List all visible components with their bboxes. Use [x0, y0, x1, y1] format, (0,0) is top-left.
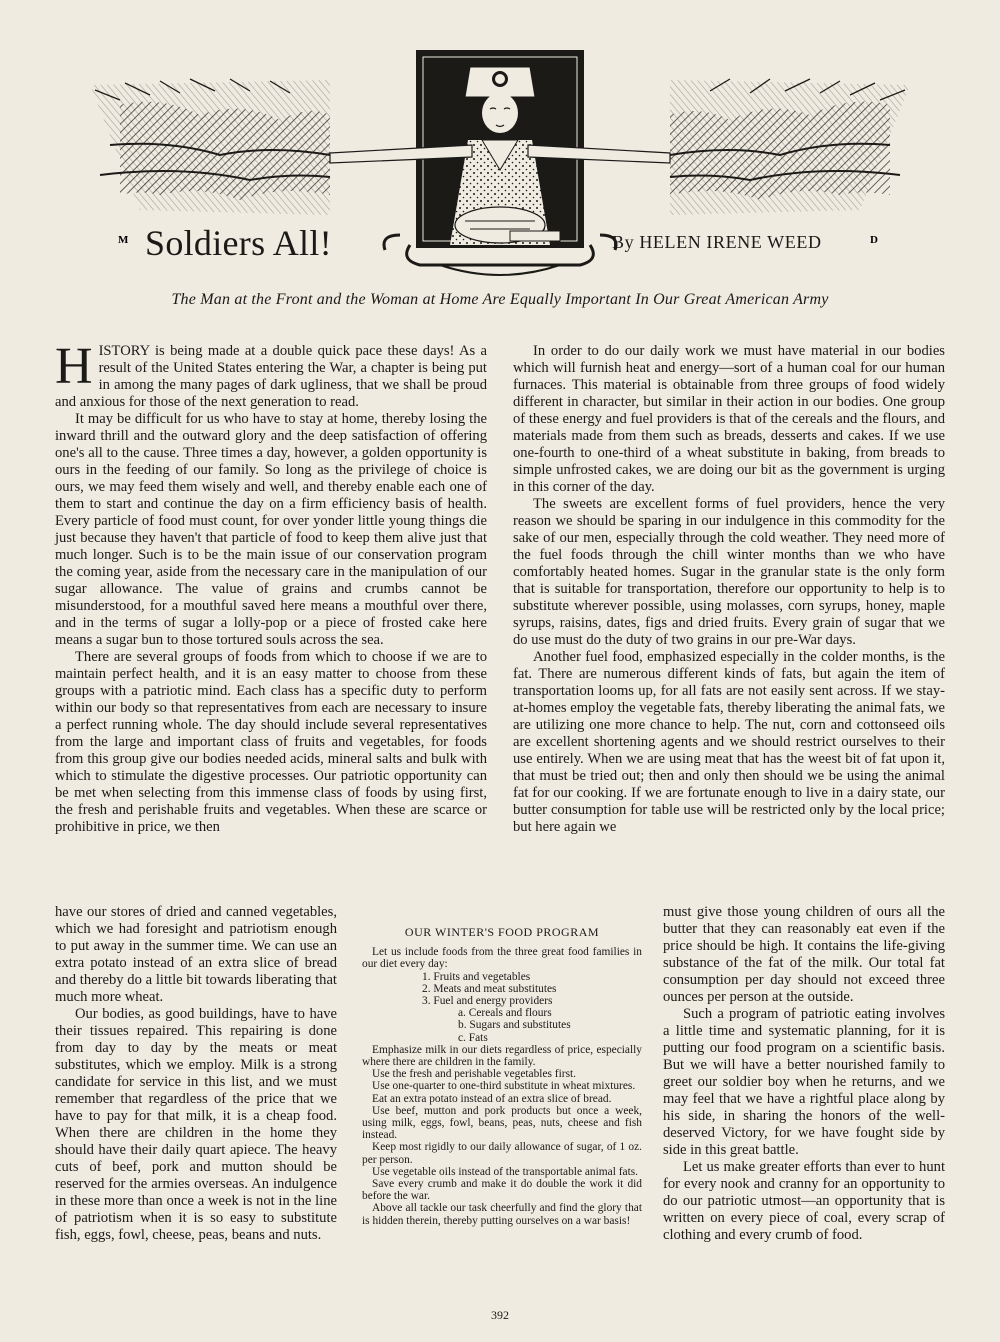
page-number: 392: [491, 1308, 509, 1322]
food-rule: Above all tackle our task cheerfully and find the glory that is hidden therein, thereby putting ourselves on a war basis!: [362, 1202, 642, 1227]
food-rule: Use one-quarter to one-third substitute in wheat mixtures.: [372, 1080, 636, 1093]
drop-cap: H: [55, 338, 93, 395]
byline: [612, 232, 822, 253]
food-rule: Eat an extra potato instead of an extra slice of bread.: [372, 1092, 612, 1105]
column-right-lower: [663, 904, 945, 1244]
food-program-box: [362, 926, 642, 1227]
paragraph: In order to do our daily work we must have material in our bodies which will furnish heat and energy—sort of a human coal for our human furnaces. This material is obtainable from three groups of food widely different in character, but similar in their action in our bodies. One group of these energy and fuel providers is that of the cereals and the flours, and materials made from them such as breads, desserts and cakes. If we use one-fourth to one-third of a wheat substitute in baking, from breads to simple unfrosted cakes, we are doing our bit as the government is urging in this corner of the day.: [513, 343, 945, 495]
paragraph: Let us make greater efforts than ever to hunt for every nook and cranny for an opportunity to do our patriotic utmost—an opportunity that is written on every piece of coal, every scrap of clothing and every crumb of food.: [663, 1159, 945, 1243]
paragraph: It may be difficult for us who have to stay at home, thereby losing the inward thrill and the outward glory and the deep satisfaction of offering one's all to the cause. Three times a day, however, a golden opportunity is ours in the feeding of our family. So long as the privilege of choice is ours, we may feed them wisely and well, and thereby enable each one of them to start and continue the day on a firm efficiency basis of health. Every particle of food must count, for over yonder little young things die just because they haven't that particle of food to keep them alive just that much longer. Such is to be the main issue of our conservation program the coming year, aside from the necessary care in the manipulation of our sugar allowance. The value of grains and crumbs cannot be misunderstood, for a mouthful saved here means a mouthful over there, and in the terms of sugar a lolly-pop or a piece of frosted cake here means a sugar bun to those tortured souls across the sea.: [55, 411, 487, 648]
paragraph: Such a program of patriotic eating involves a little time and systematic planning, for it is putting our food program on a scientific basis. But we will have a better nourished family to greet our soldier boy when he returns, and we may feel that we have a rightful place along by his side, in sharing the honors of the well-deserved Victory, for we have fought side by side in this great battle.: [663, 1006, 945, 1158]
paragraph: There are several groups of foods from which to choose if we are to maintain perfect health, and it is an easy matter to choose from these groups with a patriotic mind. Each class has a specific duty to perform within our body so that representatives from each are necessary to insure a perfect running whole. The day should include several representatives from the large and important class of fruits and vegetables, for foods from this group give our bodies needed acids, mineral salts and bulk with which to stimulate the digestive processes. Our patriotic opportunity can be met when selecting from this immense class of foods by using first, the fresh and perishable fruits and vegetables. When these are scarce or prohibitive in price, we then: [55, 649, 487, 835]
food-rule: Emphasize milk in our diets regardless of price, especially where there are children in the family.: [362, 1043, 642, 1069]
food-rule: Use the fresh and perishable vegetables first.: [372, 1068, 577, 1081]
food-subgroup-item: b. Sugars and substitutes: [458, 1019, 571, 1032]
paragraph: HISTORY is being made at a double quick pace these days! As a result of the United States entering the War, a chapter is being put in among the many pages of dark ugliness, that we shall be proud and anxious for those of the next generation to read.: [55, 338, 487, 410]
food-rule: Use vegetable oils instead of the transportable animal fats.: [372, 1165, 639, 1178]
paragraph: The sweets are excellent forms of fuel providers, hence the very reason we should be sparing in our indulgence in this commodity for the sake of our men, especially through the cold weather. They need more of the fuel foods through the chill winter months than we who have comfortably heated homes. Sugar in the granular state is the only form that is suitable for transportation, therefore our opportunity to help is to substitute wherever possible, using molasses, corn syrups, honey, maple syrups, raisins, dates, figs and dried fruits. Every grain of sugar that we do use must do the duty of two grains in our pre-War days.: [513, 496, 945, 648]
author-name: HELEN IRENE WEED: [639, 232, 822, 252]
illustrator-initial-left: M: [118, 234, 129, 246]
wheat-field-right: [670, 79, 910, 215]
paragraph: Our bodies, as good buildings, have to have their tissues repaired. This repairing is done from day to day by the meats or meat substitutes, which we employ. Milk is a strong candidate for service in this list, and we must remember that regardless of the price that we have to pay for that milk, it is a cheap food. When there are children in the home they should have their daily quart apiece. The heavy cuts of beef, pork and mutton should be reserved for the armies overseas. An indulgence in these more than once a week is not in the line of patriotism when it is so easy to substitute fish, eggs, fowl, cheese, peas, beans and nuts.: [55, 1006, 337, 1243]
food-group-item: 2. Meats and meat substitutes: [422, 982, 557, 995]
food-rule: Save every crumb and make it do double the work it did before the war.: [362, 1178, 642, 1203]
wheat-field-left: [90, 79, 330, 215]
byline-prefix: By: [612, 232, 635, 252]
food-group-item: 3. Fuel and energy providers: [422, 995, 553, 1008]
food-subgroup-item: a. Cereals and flours: [458, 1007, 552, 1020]
food-rule: Keep most rigidly to our daily allowance of sugar, of 1 oz. per person.: [362, 1141, 642, 1166]
food-rule: Use beef, mutton and pork products but once a week, using milk, eggs, fowl, beans, peas, nuts, cheese and fish instead.: [362, 1104, 642, 1142]
food-group-item: 1. Fruits and vegetables: [422, 970, 531, 983]
column-right: [513, 343, 945, 836]
column-left: [55, 338, 487, 836]
food-subgroup-item: c. Fats: [458, 1031, 488, 1044]
column-left-lower: [55, 904, 337, 1244]
food-program-title: OUR WINTER'S FOOD PROGRAM: [404, 925, 600, 939]
article-title: Soldiers All!: [145, 223, 332, 263]
paragraph: Another fuel food, emphasized especially in the colder months, is the fat. There are numerous different kinds of fats, but again the item of transportation looms up, for all fats are not easily sent across. If we stay-at-homes employ the vegetable fats, thereby liberating the animal fats, we are utilizing one more chance to help. The nut, corn and cottonseed oils are excellent shortening agents and we should restrict ourselves to their use entirely. When we are using meat that has the weest bit of fat upon it, that must be tried out; then and only then should we be using the animal fat for our cooking. If we are fortunate enough to live in a dairy state, our butter consumption for table use will be restricted only by the local price; but here again we: [513, 649, 945, 835]
food-program-intro: Let us include foods from the three great food families in our diet every day:: [362, 946, 642, 971]
paragraph: must give those young children of ours all the butter that they can reasonably eat even if the price should be high. It contains the life-giving substance of the fat of the milk. Our total fat consumption per day should not exceed three ounces per person at the outside.: [663, 904, 945, 1005]
illustrator-initial-right: D: [870, 234, 878, 246]
article-subtitle: The Man at the Front and the Woman at Home Are Equally Important In Our Great American Army: [171, 291, 829, 308]
paragraph: have our stores of dried and canned vegetables, which we had foresight and patriotism enough to put away in the summer time. We can use an extra potato instead of an extra slice of bread and thereby do a little bit towards liberating that much more wheat.: [55, 904, 337, 1005]
